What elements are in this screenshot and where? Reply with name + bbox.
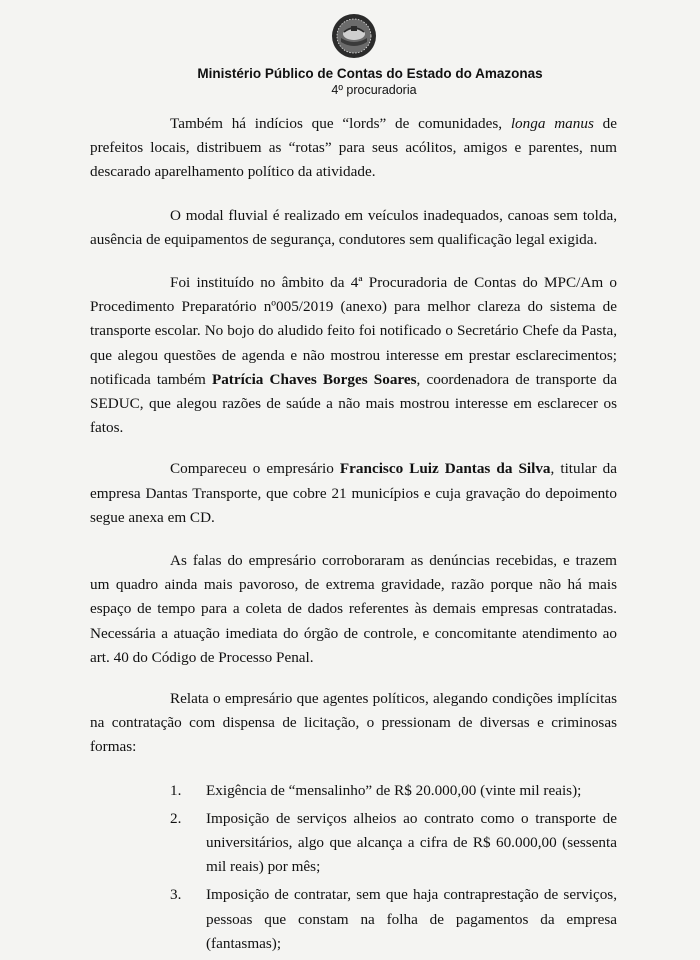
page-title: Ministério Público de Contas do Estado do Amazonas [197, 66, 543, 81]
list-item: 1. Exigência de “mensalinho” de R$ 20.000,00 (vinte mil reais); [170, 781, 582, 799]
demands-list [90, 779, 617, 956]
list-item: 2. Imposição de serviços alheios ao contrato como o transporte de universitários, algo que alcança a cifra de R$ 60.000,00 (sessenta mil reais) por mês; [170, 809, 617, 876]
paragraph-6: Relata o empresário que agentes políticos, alegando condições implícitas na contratação com dispensa de licitação, o pressionam de diversas e criminosas formas: [90, 690, 617, 756]
document-body [90, 112, 617, 960]
paragraph-2: O modal fluvial é realizado em veículos inadequados, canoas sem tolda, ausência de equipamentos de segurança, condutores sem qualificação legal exigida. [90, 206, 617, 248]
page-subtitle: 4º procuradoria [331, 83, 417, 97]
paragraph-5: As falas do empresário corroboraram as denúncias recebidas, e trazem um quadro ainda mais pavoroso, de extrema gravidade, razão porque não há mais espaço de tempo para a coleta de dados referentes às demais empresas contratadas. Necessária a atuação imediata do órgão de controle, e concomitante atendimento ao art. 40 do Código de Processo Penal. [90, 552, 617, 666]
paragraph-1: Também há indícios que “lords” de comunidades, longa manus de prefeitos locais, distribuem as “rotas” para seus acólitos, amigos e parentes, num descarado aparelhamento político da atividade. [90, 115, 617, 181]
list-item: 3. Imposição de contratar, sem que haja contraprestação de serviços, pessoas que constam na folha de pagamentos da empresa (fantasmas); [170, 886, 617, 952]
paragraph-4: Compareceu o empresário Francisco Luiz Dantas da Silva, titular da empresa Dantas Transporte, que cobre 21 municípios e cuja gravação do depoimento segue anexa em CD. [90, 460, 617, 526]
state-seal-icon [330, 12, 378, 60]
paragraph-3: Foi instituído no âmbito da 4ª Procuradoria de Contas do MPC/Am o Procedimento Preparatório nº005/2019 (anexo) para melhor clareza do sistema de transporte escolar. No bojo do aludido feito foi notificado o Secretário Chefe da Pasta, que alegou questões de agenda e não mostrou interesse em prestar esclarecimentos; notificada também Patrícia Chaves Borges Soares, coordenadora de transporte da SEDUC, que alegou razões de saúde a não mais mostrou interesse em esclarecer os fatos. [90, 274, 617, 437]
